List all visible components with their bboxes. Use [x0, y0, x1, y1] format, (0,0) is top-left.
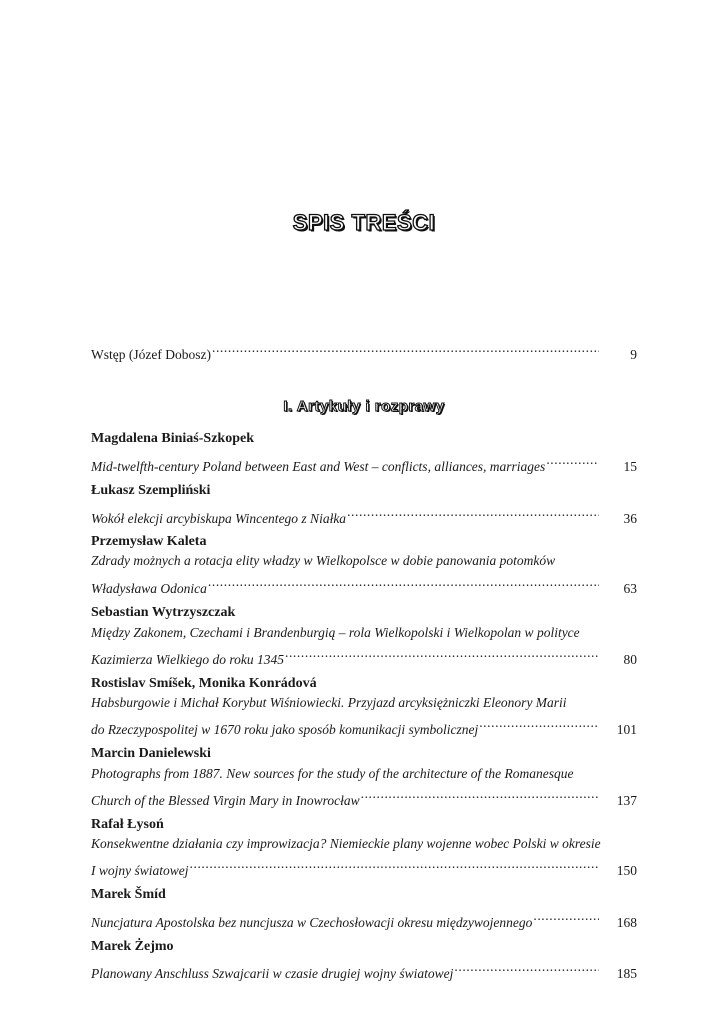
page-title: SPIS TREŚCI [292, 210, 436, 235]
toc-entry-intro[interactable] [91, 337, 637, 362]
dot-leader [546, 449, 599, 471]
toc-entry[interactable] [91, 783, 637, 808]
toc-page-number: 15 [623, 459, 637, 474]
toc-entry-title: Wstęp (Józef Dobosz) [91, 347, 211, 362]
toc-page-number: 168 [616, 915, 637, 930]
toc-entry-title: Władysława Odonica [91, 581, 207, 596]
toc-author: Marcin Danielewski [91, 746, 211, 761]
toc-entry-title: Mid-twelfth-century Poland between East and West – conflicts, alliances, marriages [91, 459, 546, 474]
toc-entry[interactable] [91, 712, 637, 737]
toc-author: Przemysław Kaleta [91, 534, 207, 549]
section-heading: I. Artykuły i rozprawy [283, 398, 445, 415]
toc-entry-title: do Rzeczypospolitej w 1670 roku jako sposób komunikacji symbolicznej [91, 722, 479, 737]
toc-entry[interactable] [91, 642, 637, 667]
toc-page-number: 9 [630, 347, 637, 362]
dot-leader [190, 853, 600, 875]
toc-author: Magdalena Biniaś-Szkopek [91, 431, 254, 446]
toc-entry-title-line: Zdrady możnych a rotacja elity władzy w Wielkopolsce w dobie panowania potomków [91, 553, 556, 568]
toc-entry[interactable] [91, 853, 637, 878]
toc-entry[interactable] [91, 571, 637, 596]
dot-leader [361, 783, 599, 805]
toc-page-number: 36 [623, 511, 637, 526]
toc-entry-title-line: Między Zakonem, Czechami i Brandenburgią – rola Wielkopolski i Wielkopolan w polityce [91, 625, 580, 640]
toc-entry-title: Church of the Blessed Virgin Mary in Inowrocław [91, 793, 360, 808]
dot-leader [212, 337, 599, 359]
toc-entry-title: Nuncjatura Apostolska bez nuncjusza w Czechosłowacji okresu międzywojennego [91, 915, 533, 930]
toc-author: Rostislav Smíšek, Monika Konrádová [91, 676, 317, 691]
toc-page-number: 150 [616, 863, 637, 878]
toc-page-number: 80 [623, 652, 637, 667]
toc-author: Rafał Łysoń [91, 817, 164, 832]
toc-entry-title: Wokół elekcji arcybiskupa Wincentego z Niałka [91, 511, 347, 526]
toc-page-number: 137 [616, 793, 637, 808]
dot-leader [533, 905, 599, 927]
dot-leader [454, 956, 599, 978]
toc-entry-title: Planowany Anschluss Szwajcarii w czasie drugiej wojny światowej [91, 966, 454, 981]
toc-entry[interactable] [91, 956, 637, 981]
toc-page-number: 101 [616, 722, 637, 737]
toc-entry-title-line: Habsburgowie i Michał Korybut Wiśniowiecki. Przyjazd arcyksiężniczki Eleonory Marii [91, 695, 567, 710]
toc-entry-title: Kazimierza Wielkiego do roku 1345 [91, 652, 284, 667]
toc-entry-title-line: Konsekwentne działania czy improwizacja? Niemieckie plany wojenne wobec Polski w okresie [91, 836, 601, 851]
toc-author: Marek Šmíd [91, 887, 166, 902]
toc-page-number: 185 [616, 966, 637, 981]
toc-entry-title-line: Photographs from 1887. New sources for the study of the architecture of the Romanesque [91, 766, 574, 781]
dot-leader [208, 571, 599, 593]
toc-entry[interactable] [91, 905, 637, 930]
dot-leader [347, 501, 599, 523]
toc-entry-title: I wojny światowej [91, 863, 189, 878]
toc-author: Łukasz Szempliński [91, 483, 211, 498]
toc-entry[interactable] [91, 449, 637, 474]
toc-entry[interactable] [91, 501, 637, 526]
dot-leader [285, 642, 599, 664]
toc-author: Sebastian Wytrzyszczak [91, 605, 236, 620]
toc-author: Marek Żejmo [91, 939, 174, 954]
dot-leader [479, 712, 599, 734]
toc-page-number: 63 [623, 581, 637, 596]
